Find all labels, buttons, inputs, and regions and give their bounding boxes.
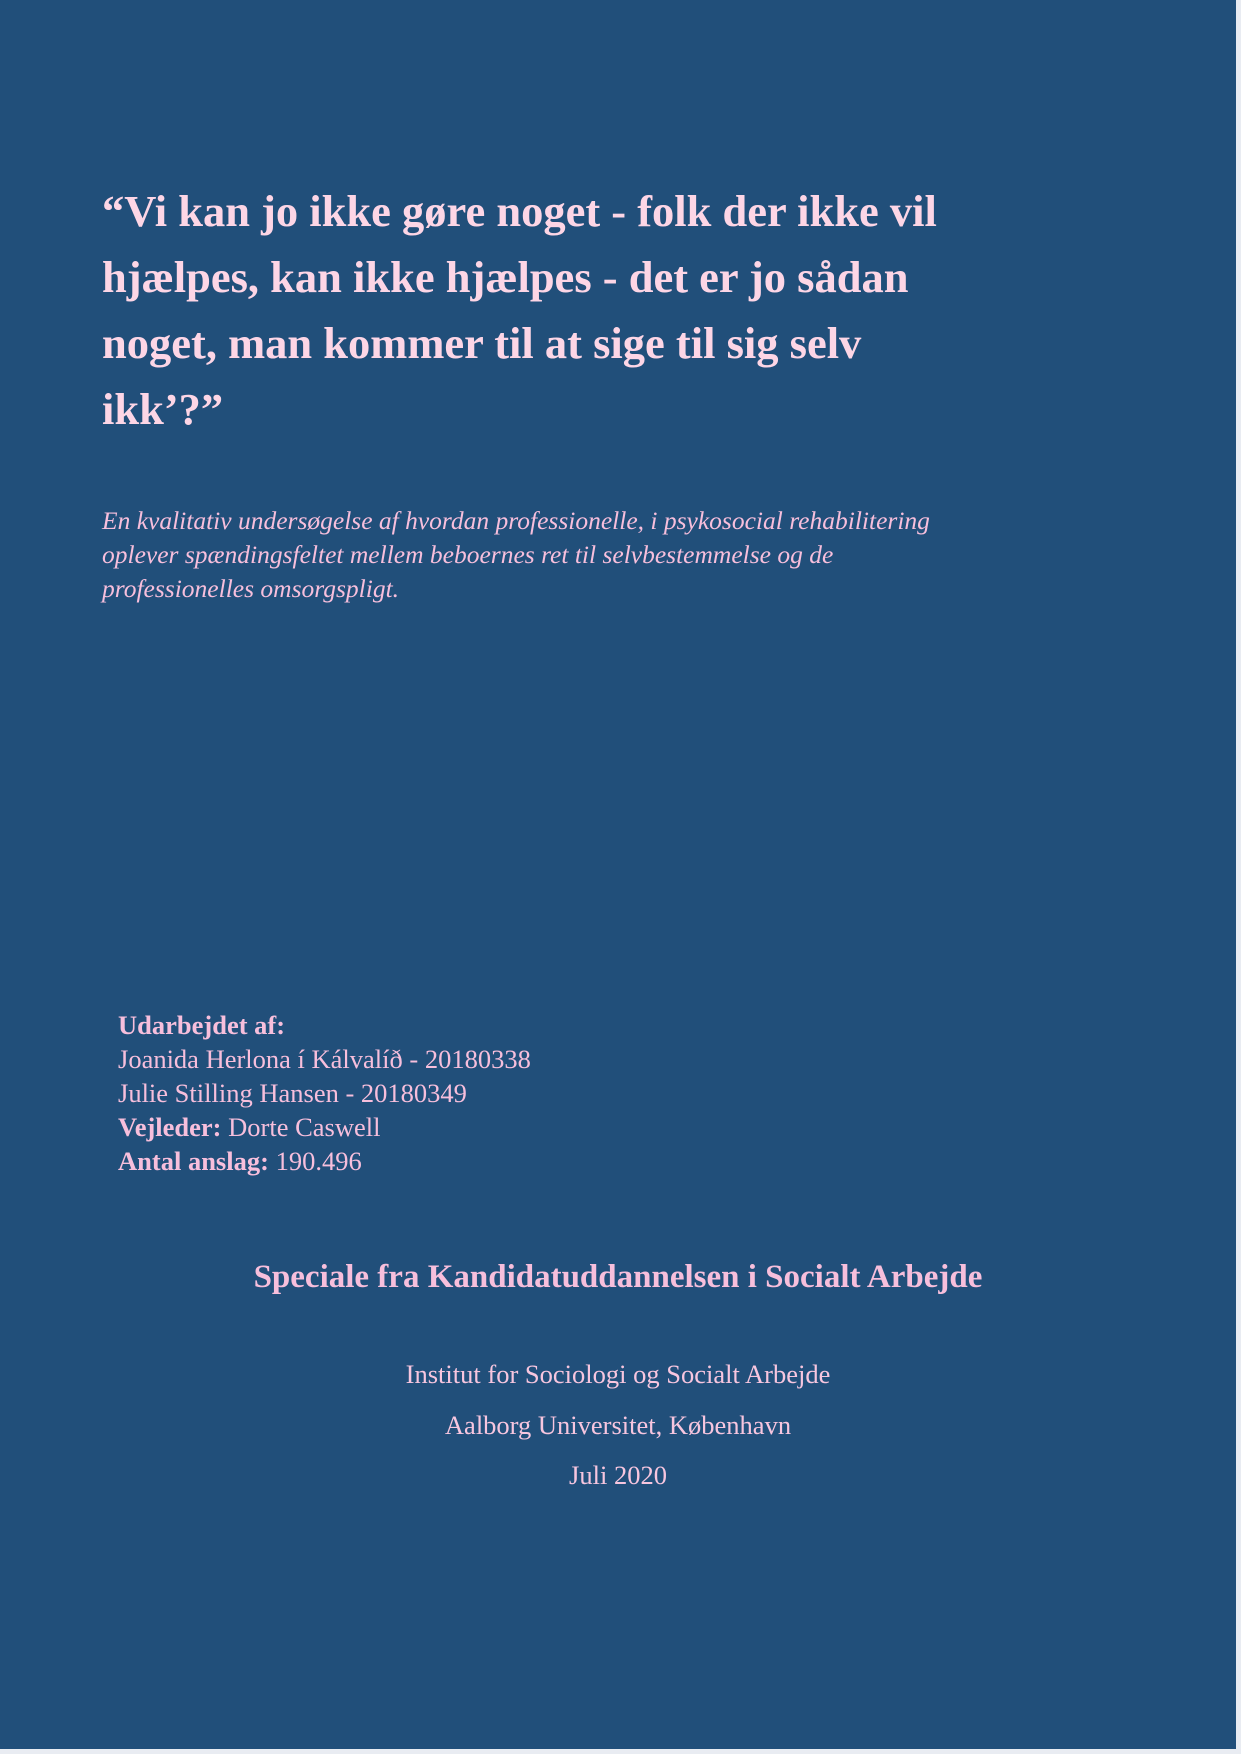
thesis-title bbox=[102, 178, 1082, 442]
title-line: hjælpes, kan ikke hjælpes - det er jo sådan bbox=[102, 252, 909, 302]
author-name: Joanida Herlona í Kálvalíð - 20180338 bbox=[118, 1044, 531, 1074]
subtitle-line: oplever spændingsfeltet mellem beboernes ret til selvbestemmelse og de bbox=[102, 540, 834, 569]
university-name: Aalborg Universitet, København bbox=[444, 1410, 792, 1440]
subtitle-line: En kvalitativ undersøgelse af hvordan professionelle, i psykosocial rehabilitering bbox=[102, 506, 930, 535]
subtitle-line: professionelles omsorgspligt. bbox=[102, 574, 400, 603]
supervisor-row bbox=[118, 1110, 531, 1144]
supervisor-name: Dorte Caswell bbox=[228, 1112, 381, 1142]
title-line: ikk’?” bbox=[102, 384, 224, 434]
submission-date: Juli 2020 bbox=[569, 1460, 667, 1490]
authors-heading bbox=[118, 1008, 531, 1042]
char-count-row bbox=[118, 1144, 531, 1178]
char-count-value: 190.496 bbox=[275, 1146, 362, 1176]
degree-heading: Speciale fra Kandidatuddannelsen i Socialt Arbejde bbox=[253, 1259, 983, 1295]
thesis-subtitle bbox=[102, 504, 1102, 606]
title-line: noget, man kommer til at sige til sig selv bbox=[102, 318, 862, 368]
title-line: “Vi kan jo ikke gøre noget - folk der ikke vil bbox=[102, 186, 937, 236]
authors-heading-label: Udarbejdet af: bbox=[118, 1010, 286, 1040]
char-count-label: Antal anslag: bbox=[118, 1146, 269, 1176]
authors-block bbox=[118, 1008, 531, 1178]
author-name: Julie Stilling Hansen - 20180349 bbox=[118, 1078, 467, 1108]
institute-name: Institut for Sociologi og Socialt Arbejde bbox=[405, 1359, 831, 1389]
supervisor-label: Vejleder: bbox=[118, 1112, 222, 1142]
